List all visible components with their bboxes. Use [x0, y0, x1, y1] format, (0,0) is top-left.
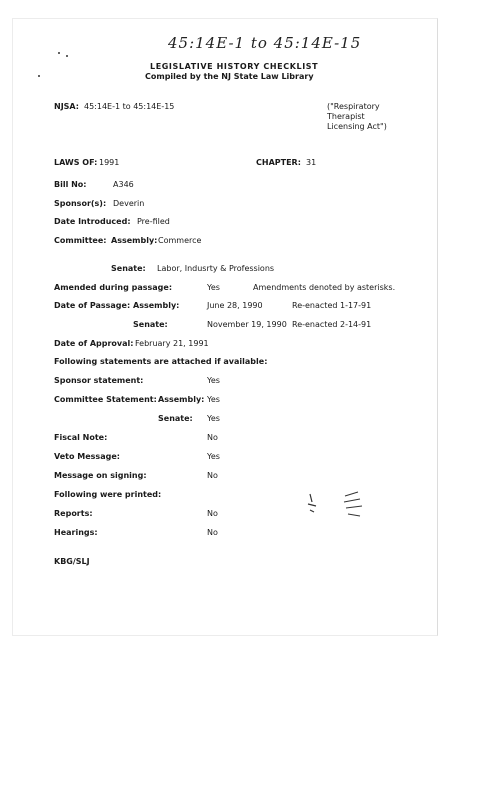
sponsors-label: Sponsor(s): [54, 199, 107, 208]
message-on-signing-label: Message on signing: [54, 471, 147, 480]
bill-no-label: Bill No: [54, 180, 87, 189]
veto-message-label: Veto Message: [54, 452, 120, 461]
committee-assembly-value: Commerce [158, 236, 202, 245]
sponsor-statement-value: Yes [207, 376, 220, 385]
njsa-value: 45:14E-1 to 45:14E-15 [84, 102, 175, 111]
laws-of-value: 1991 [99, 158, 120, 167]
date-introduced-label: Date Introduced: [54, 217, 131, 226]
sponsor-statement-label: Sponsor statement: [54, 376, 144, 385]
reports-label: Reports: [54, 509, 93, 518]
laws-of-label: LAWS OF: [54, 158, 98, 167]
chapter-value: 31 [306, 158, 317, 167]
veto-message-value: Yes [207, 452, 220, 461]
initials: KBG/SLJ [54, 557, 90, 566]
document-title: LEGISLATIVE HISTORY CHECKLIST [150, 62, 319, 71]
committee-statement-label: Committee Statement: [54, 395, 157, 404]
committee-statement-assembly-value: Yes [207, 395, 220, 404]
chapter-label: CHAPTER: [256, 158, 301, 167]
scan-speck [58, 52, 60, 54]
amended-label: Amended during passage: [54, 283, 173, 292]
approval-label: Date of Approval: [54, 339, 134, 348]
committee-statement-senate-label: Senate: [158, 414, 193, 423]
committee-statement-senate-value: Yes [207, 414, 220, 423]
approval-value: February 21, 1991 [135, 339, 209, 348]
document-subtitle: Compiled by the NJ State Law Library [145, 72, 314, 81]
act-name-line: ("Respiratory [327, 102, 380, 111]
passage-label: Date of Passage: [54, 301, 131, 310]
committee-assembly-label: Assembly: [111, 236, 158, 245]
hearings-value: No [207, 528, 218, 537]
committee-senate-label: Senate: [111, 264, 146, 273]
passage-assembly-label: Assembly: [133, 301, 180, 310]
reports-value: No [207, 509, 218, 518]
amended-note: Amendments denoted by asterisks. [253, 283, 396, 292]
passage-senate-date: November 19, 1990 [207, 320, 287, 329]
handwritten-title: 45:14E-1 to 45:14E-15 [168, 34, 362, 52]
handwritten-mark [300, 490, 370, 520]
message-on-signing-value: No [207, 471, 218, 480]
attached-heading: Following statements are attached if available: [54, 357, 268, 366]
passage-assembly-reenacted: Re-enacted 1-17-91 [292, 301, 372, 310]
act-name-line: Therapist [327, 112, 365, 121]
committee-senate-value: Labor, Indusrty & Professions [157, 264, 275, 273]
committee-statement-assembly-label: Assembly: [158, 395, 205, 404]
passage-senate-label: Senate: [133, 320, 168, 329]
date-introduced-value: Pre-filed [137, 217, 170, 226]
passage-assembly-date: June 28, 1990 [207, 301, 263, 310]
committee-label: Committee: [54, 236, 107, 245]
sponsors-value: Deverin [113, 199, 145, 208]
fiscal-note-value: No [207, 433, 218, 442]
njsa-label: NJSA: [54, 102, 79, 111]
hearings-label: Hearings: [54, 528, 98, 537]
scan-speck [66, 55, 68, 57]
printed-heading: Following were printed: [54, 490, 162, 499]
act-name-line: Licensing Act") [327, 122, 387, 131]
amended-value: Yes [207, 283, 220, 292]
passage-senate-reenacted: Re-enacted 2-14-91 [292, 320, 372, 329]
bill-no-value: A346 [113, 180, 134, 189]
fiscal-note-label: Fiscal Note: [54, 433, 108, 442]
scan-speck [38, 75, 40, 77]
